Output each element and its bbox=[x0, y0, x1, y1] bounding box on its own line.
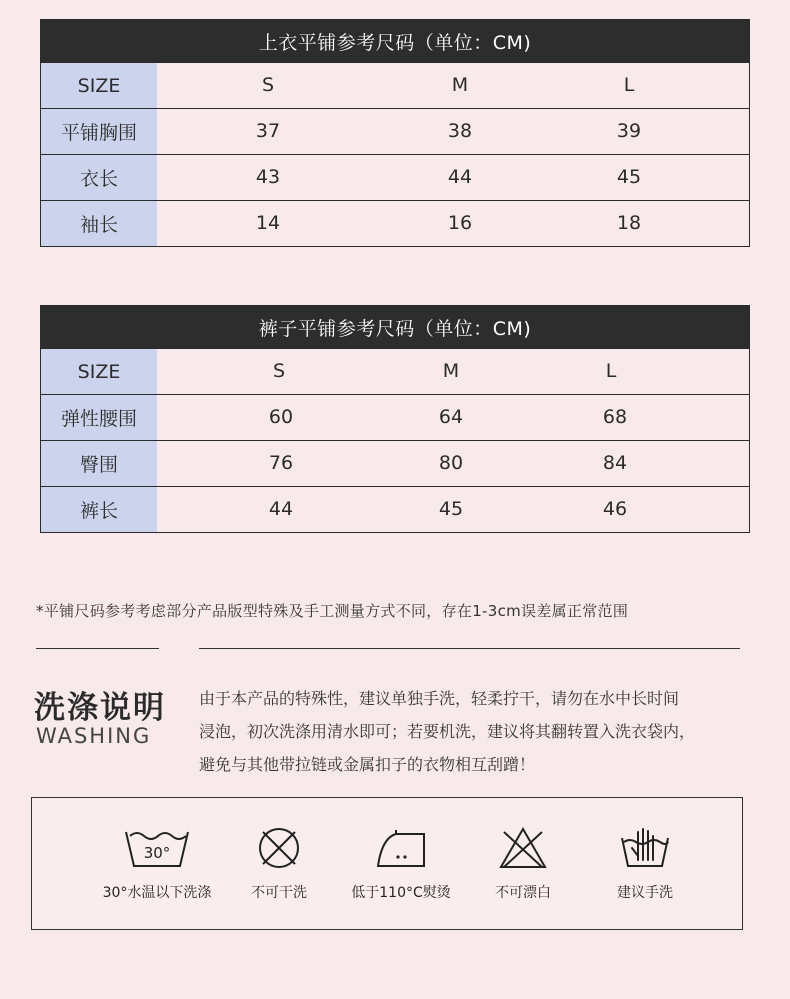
washing-description bbox=[199, 682, 744, 781]
iron-low-icon bbox=[374, 826, 428, 870]
cell-m: 64 bbox=[438, 406, 464, 428]
cell-l: 45 bbox=[616, 166, 642, 188]
care-label: 建议手洗 bbox=[617, 885, 673, 901]
header-s: S bbox=[272, 360, 286, 382]
divider bbox=[199, 648, 740, 649]
care-label: 30°水温以下洗涤 bbox=[102, 885, 212, 901]
cell-s: 37 bbox=[255, 120, 281, 142]
cell-m: 38 bbox=[447, 120, 473, 142]
bottom-table-title: 裤子平铺参考尺码（单位：CM) bbox=[41, 306, 749, 348]
cell-s: 14 bbox=[255, 212, 281, 234]
description-line: 避免与其他带拉链或金属扣子的衣物相互刮蹭！ bbox=[199, 755, 536, 774]
cell-m: 44 bbox=[447, 166, 473, 188]
care-instructions bbox=[31, 797, 743, 930]
top-table-title: 上衣平铺参考尺码（单位：CM) bbox=[41, 20, 749, 62]
table-row bbox=[41, 394, 749, 440]
table-row bbox=[41, 348, 749, 394]
top-size-table bbox=[40, 19, 750, 247]
table-row bbox=[41, 486, 749, 532]
cell-l: 84 bbox=[602, 452, 628, 474]
washing-title: 洗涤说明 bbox=[34, 690, 166, 726]
hand-wash-icon bbox=[618, 826, 672, 870]
care-item-wash-30 bbox=[87, 826, 227, 902]
table-row bbox=[41, 154, 749, 200]
cell-m: 45 bbox=[438, 498, 464, 520]
bottom-size-table bbox=[40, 305, 750, 533]
cell-s: 76 bbox=[268, 452, 294, 474]
cell-l: 46 bbox=[602, 498, 628, 520]
wash-temp-label: 30° bbox=[143, 844, 171, 862]
table-row bbox=[41, 200, 749, 246]
table-row bbox=[41, 440, 749, 486]
description-line: 浸泡，初次洗涤用清水即可；若要机洗，建议将其翻转置入洗衣袋内， bbox=[199, 722, 696, 741]
care-item-hand-wash bbox=[575, 826, 715, 902]
cell-l: 68 bbox=[602, 406, 628, 428]
cell-s: 60 bbox=[268, 406, 294, 428]
care-item-iron bbox=[331, 826, 471, 902]
cell-m: 80 bbox=[438, 452, 464, 474]
no-dry-clean-icon bbox=[257, 826, 301, 870]
care-item-no-bleach bbox=[453, 826, 593, 902]
table-row bbox=[41, 62, 749, 108]
divider bbox=[36, 648, 159, 649]
row-label: 袖长 bbox=[41, 201, 157, 246]
header-m: M bbox=[451, 74, 469, 96]
header-m: M bbox=[442, 360, 460, 382]
washing-subtitle: WASHING bbox=[36, 724, 152, 748]
description-line: 由于本产品的特殊性，建议单独手洗，轻柔拧干，请勿在水中长时间 bbox=[199, 689, 680, 708]
care-item-no-dry-clean bbox=[209, 826, 349, 902]
header-s: S bbox=[261, 74, 275, 96]
wash-30-icon bbox=[122, 826, 192, 870]
cell-s: 43 bbox=[255, 166, 281, 188]
row-label: SIZE bbox=[41, 349, 157, 394]
table-row bbox=[41, 108, 749, 154]
cell-s: 44 bbox=[268, 498, 294, 520]
cell-l: 18 bbox=[616, 212, 642, 234]
no-bleach-icon bbox=[498, 826, 548, 870]
row-label: 裤长 bbox=[41, 487, 157, 532]
row-label: 弹性腰围 bbox=[41, 395, 157, 440]
row-label: 平铺胸围 bbox=[41, 109, 157, 154]
row-label: 衣长 bbox=[41, 155, 157, 200]
header-l: L bbox=[623, 74, 635, 96]
care-label: 不可干洗 bbox=[251, 885, 307, 901]
cell-l: 39 bbox=[616, 120, 642, 142]
care-label: 不可漂白 bbox=[495, 885, 551, 901]
care-label: 低于110°C熨烫 bbox=[351, 885, 451, 901]
header-l: L bbox=[605, 360, 617, 382]
size-note: *平铺尺码参考考虑部分产品版型特殊及手工测量方式不同，存在1-3cm误差属正常范围 bbox=[36, 602, 629, 620]
row-label: SIZE bbox=[41, 63, 157, 108]
cell-m: 16 bbox=[447, 212, 473, 234]
row-label: 臀围 bbox=[41, 441, 157, 486]
